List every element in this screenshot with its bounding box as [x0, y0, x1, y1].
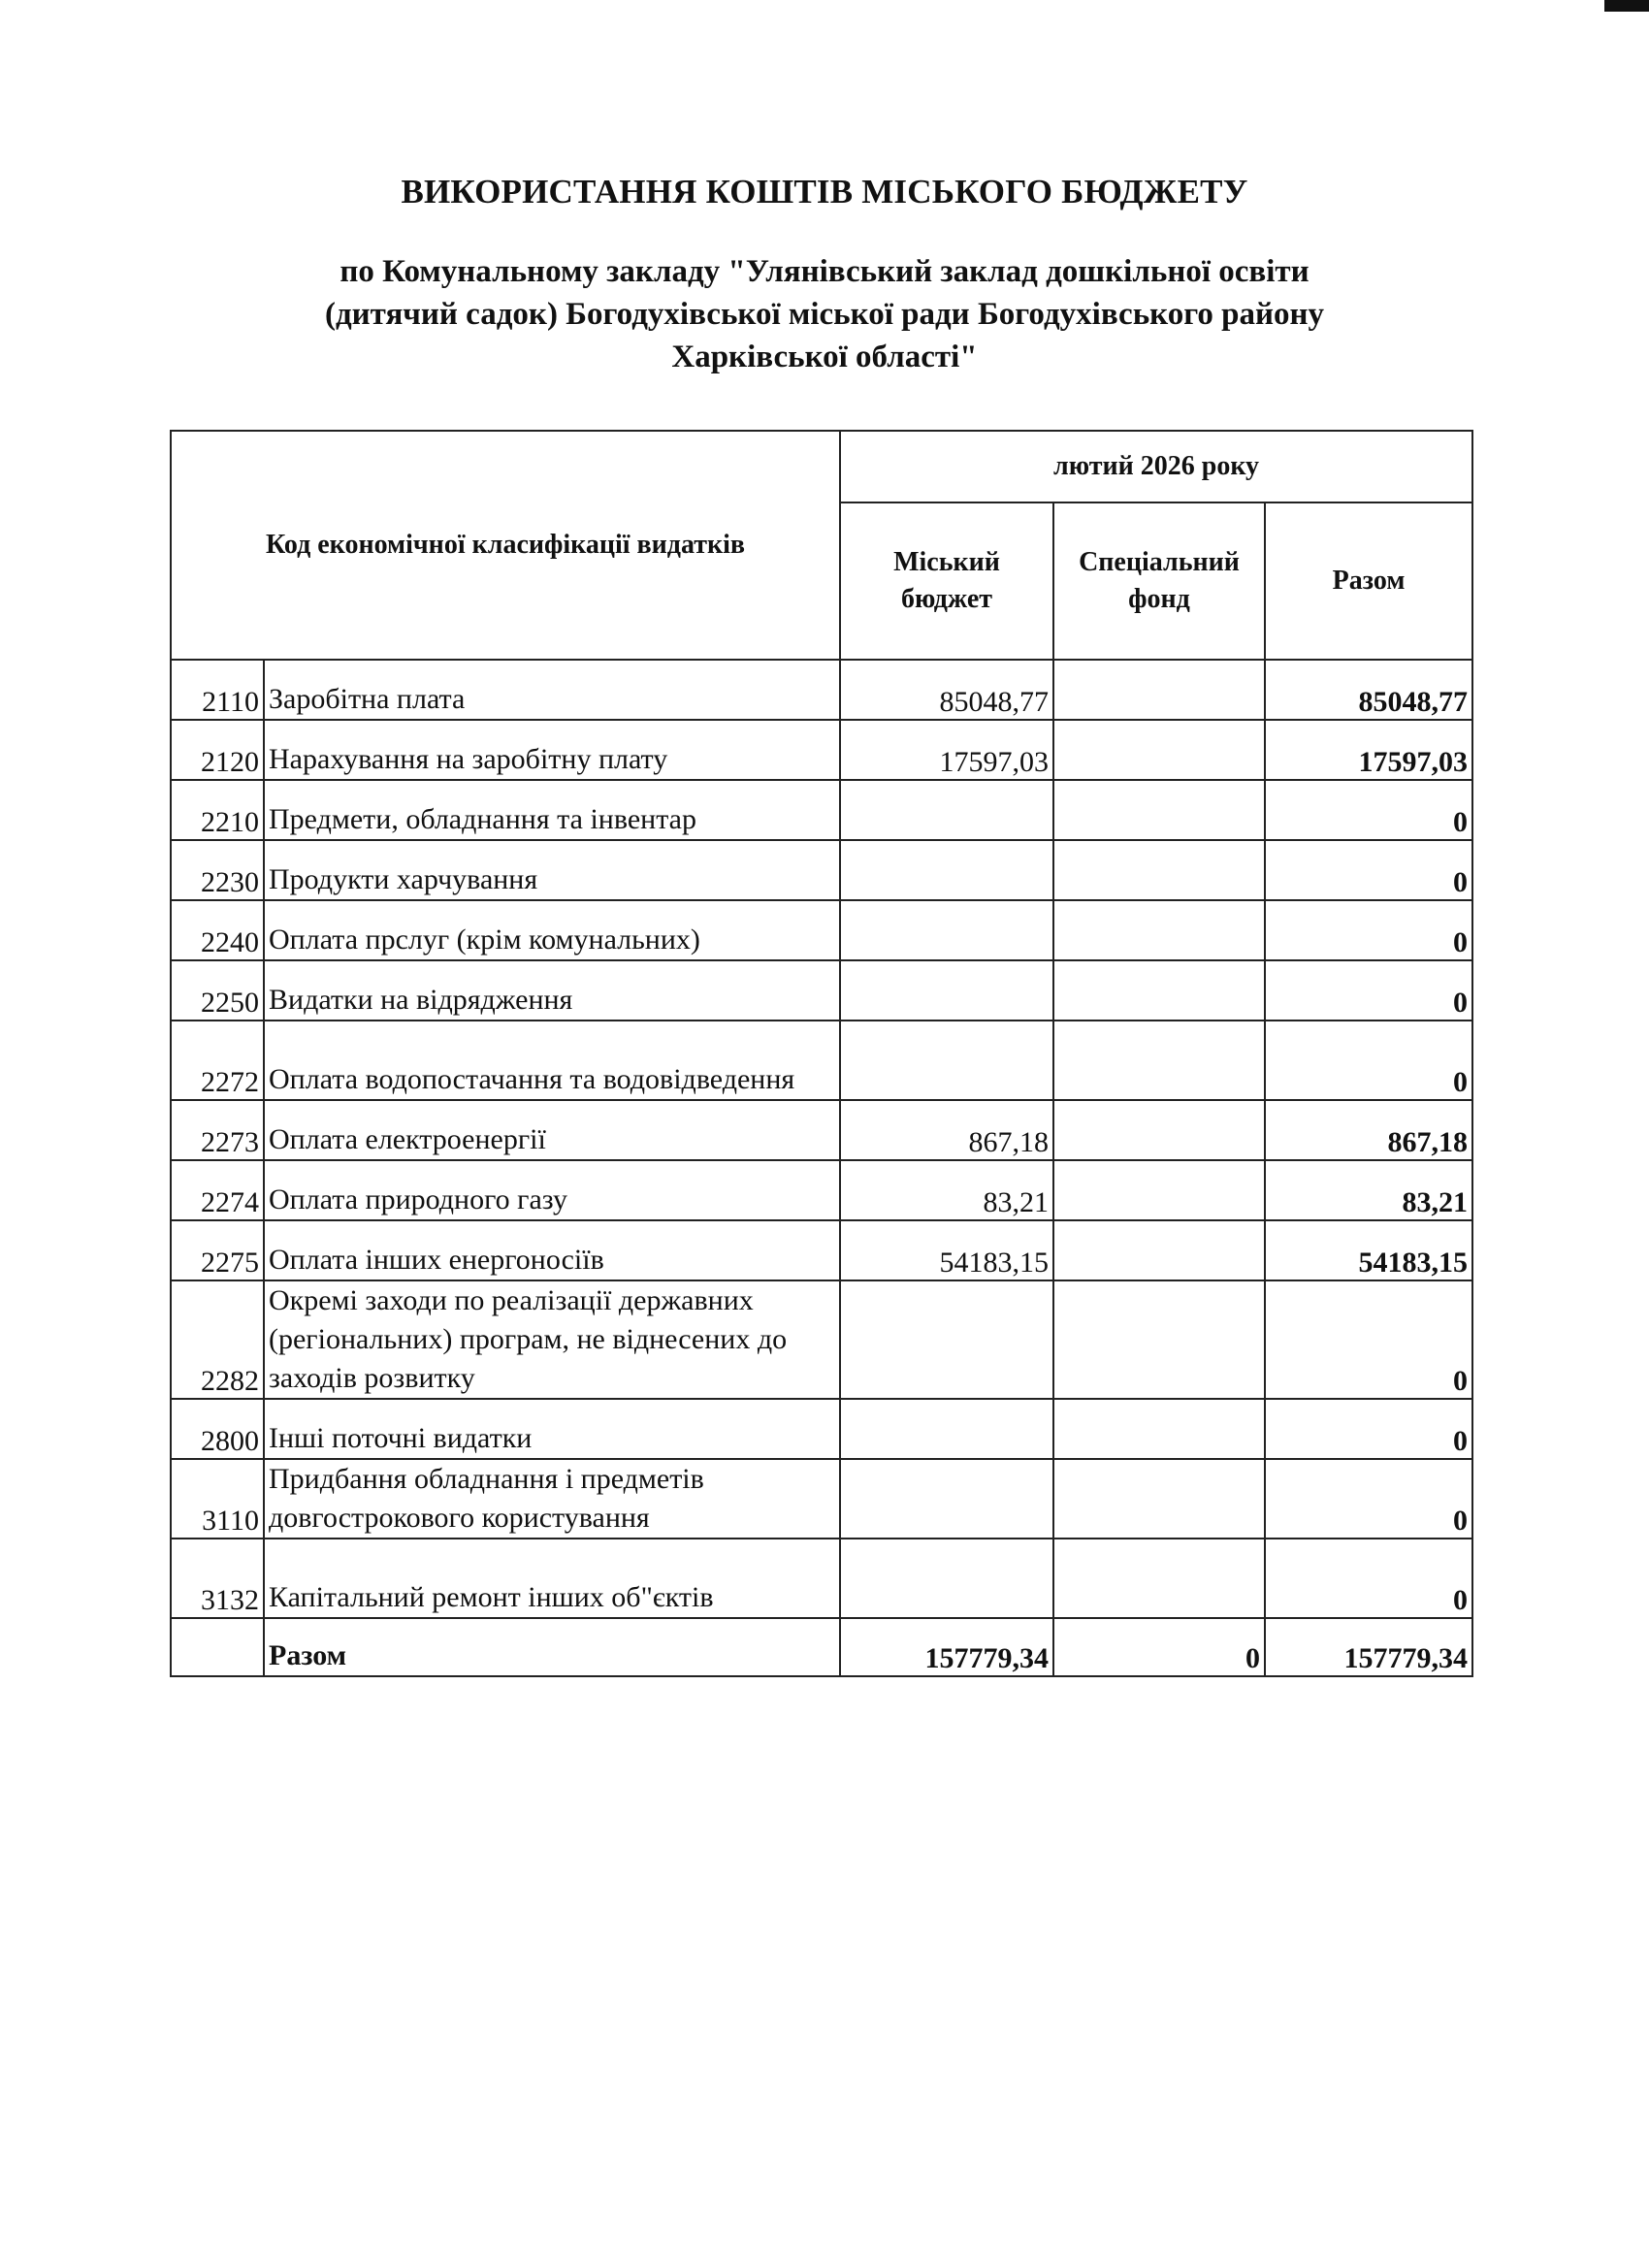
row-code: 2274 [171, 1160, 264, 1220]
table-row [171, 1539, 1472, 1618]
row-name: Оплата прслуг (крім комунальних) [264, 900, 840, 960]
header-classification: Код економічної класифікації видатків [171, 431, 840, 660]
row-name: Нарахування на заробітну плату [264, 720, 840, 780]
row-special-fund [1053, 720, 1265, 780]
header-special-fund: Спеціальний фонд [1053, 502, 1265, 660]
row-special-fund [1053, 1160, 1265, 1220]
row-city-budget: 83,21 [840, 1160, 1053, 1220]
row-city-budget [840, 1539, 1053, 1618]
row-total: 0 [1265, 840, 1472, 900]
table-row [171, 720, 1472, 780]
table-row [171, 780, 1472, 840]
sum-row [171, 1618, 1472, 1676]
row-special-fund [1053, 1021, 1265, 1100]
row-code: 2273 [171, 1100, 264, 1160]
table-row [171, 1280, 1472, 1399]
row-city-budget: 54183,15 [840, 1220, 1053, 1280]
row-name: Окремі заходи по реалізації державних (регіональних) програм, не віднесених до заходів розвитку [264, 1280, 840, 1399]
table-row [171, 1160, 1472, 1220]
document-title: ВИКОРИСТАННЯ КОШТІВ МІСЬКОГО БЮДЖЕТУ [401, 173, 1248, 211]
row-city-budget [840, 1021, 1053, 1100]
row-code: 2272 [171, 1021, 264, 1100]
row-city-budget: 17597,03 [840, 720, 1053, 780]
row-total: 867,18 [1265, 1100, 1472, 1160]
document-subtitle [194, 250, 1455, 378]
row-city-budget [840, 840, 1053, 900]
row-total: 0 [1265, 1399, 1472, 1459]
row-city-budget [840, 1459, 1053, 1539]
scan-corner-mark [1604, 0, 1649, 12]
row-total: 83,21 [1265, 1160, 1472, 1220]
header-city-budget: Міський бюджет [840, 502, 1053, 660]
row-code: 2282 [171, 1280, 264, 1399]
row-special-fund [1053, 1399, 1265, 1459]
row-code: 3132 [171, 1539, 264, 1618]
row-code: 2250 [171, 960, 264, 1021]
row-special-fund [1053, 1539, 1265, 1618]
row-city-budget [840, 1280, 1053, 1399]
header-total: Разом [1265, 502, 1472, 660]
row-total: 0 [1265, 960, 1472, 1021]
row-code: 2110 [171, 660, 264, 720]
row-special-fund [1053, 780, 1265, 840]
row-total: 0 [1265, 1459, 1472, 1539]
row-special-fund [1053, 660, 1265, 720]
row-total: 85048,77 [1265, 660, 1472, 720]
sum-special-fund: 0 [1053, 1618, 1265, 1676]
row-city-budget [840, 1399, 1053, 1459]
table-row [171, 1459, 1472, 1539]
row-code: 2275 [171, 1220, 264, 1280]
row-code: 2230 [171, 840, 264, 900]
row-code: 2800 [171, 1399, 264, 1459]
subtitle-line-2: (дитячий садок) Богодухівської міської ради Богодухівського району [324, 297, 1325, 332]
row-special-fund [1053, 1100, 1265, 1160]
header-period: лютий 2026 року [840, 431, 1472, 502]
table-row [171, 1100, 1472, 1160]
row-special-fund [1053, 1220, 1265, 1280]
subtitle-line-1: по Комунальному закладу "Улянівський заклад дошкільної освіти [340, 254, 1310, 289]
row-total: 0 [1265, 1280, 1472, 1399]
table-row [171, 1399, 1472, 1459]
row-special-fund [1053, 960, 1265, 1021]
row-name: Інші поточні видатки [264, 1399, 840, 1459]
sum-city-budget: 157779,34 [840, 1618, 1053, 1676]
row-code: 2210 [171, 780, 264, 840]
row-name: Заробітна плата [264, 660, 840, 720]
row-total: 0 [1265, 900, 1472, 960]
table-row [171, 1220, 1472, 1280]
row-total: 0 [1265, 1539, 1472, 1618]
table-row [171, 900, 1472, 960]
row-name: Видатки на відрядження [264, 960, 840, 1021]
row-special-fund [1053, 1280, 1265, 1399]
row-name: Оплата електроенергії [264, 1100, 840, 1160]
table-row [171, 1021, 1472, 1100]
row-name: Капітальний ремонт інших об"єктів [264, 1539, 840, 1618]
subtitle-line-3: Харківської області" [671, 340, 978, 374]
row-city-budget [840, 900, 1053, 960]
row-city-budget [840, 780, 1053, 840]
row-name: Оплата природного газу [264, 1160, 840, 1220]
row-code: 2120 [171, 720, 264, 780]
row-name: Оплата інших енергоносіїв [264, 1220, 840, 1280]
row-code: 3110 [171, 1459, 264, 1539]
row-total: 17597,03 [1265, 720, 1472, 780]
table-row [171, 660, 1472, 720]
row-special-fund [1053, 840, 1265, 900]
row-city-budget: 867,18 [840, 1100, 1053, 1160]
table-row [171, 960, 1472, 1021]
row-name: Продукти харчування [264, 840, 840, 900]
row-total: 54183,15 [1265, 1220, 1472, 1280]
row-total: 0 [1265, 780, 1472, 840]
row-city-budget: 85048,77 [840, 660, 1053, 720]
row-total: 0 [1265, 1021, 1472, 1100]
table-row [171, 840, 1472, 900]
row-name: Оплата водопостачання та водовідведення [264, 1021, 840, 1100]
sum-label: Разом [264, 1618, 840, 1676]
row-special-fund [1053, 1459, 1265, 1539]
row-name: Придбання обладнання і предметів довгострокового користування [264, 1459, 840, 1539]
row-special-fund [1053, 900, 1265, 960]
sum-code-empty [171, 1618, 264, 1676]
row-name: Предмети, обладнання та інвентар [264, 780, 840, 840]
sum-total: 157779,34 [1265, 1618, 1472, 1676]
row-code: 2240 [171, 900, 264, 960]
row-city-budget [840, 960, 1053, 1021]
budget-table [170, 430, 1473, 1677]
